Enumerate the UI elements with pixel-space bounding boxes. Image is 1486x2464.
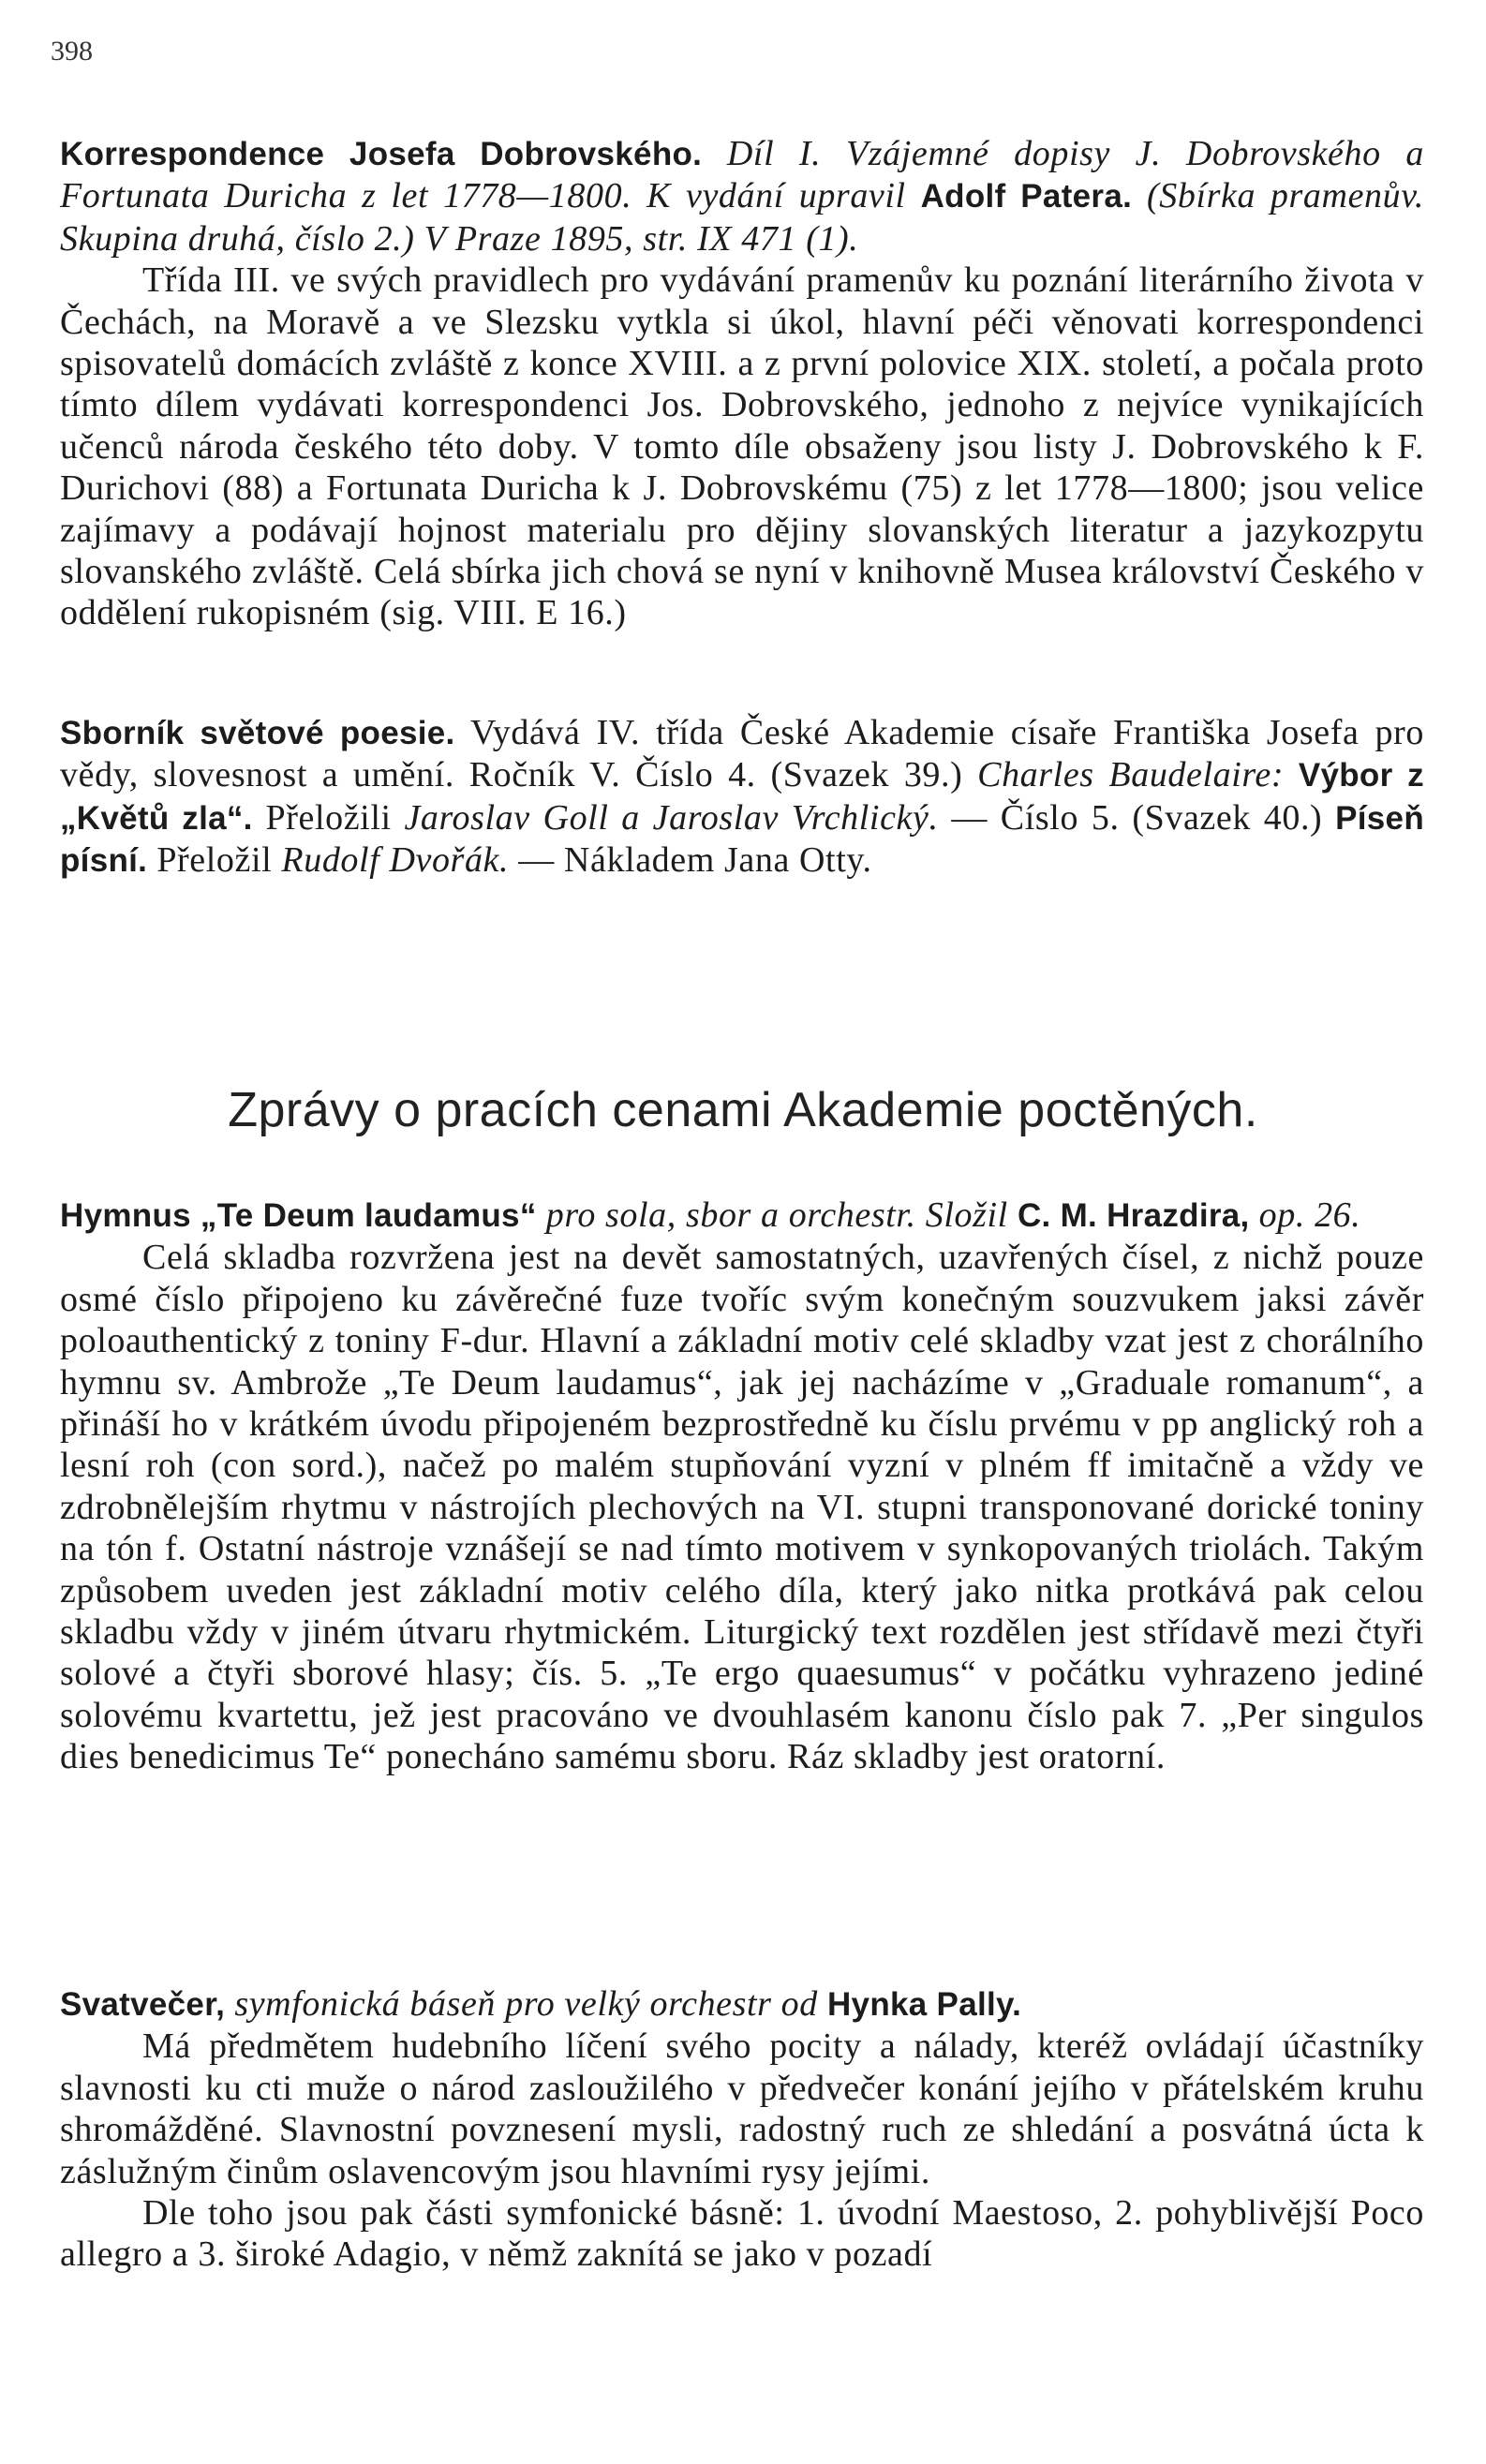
- entry-title: Sborník světové poesie.: [60, 715, 455, 751]
- entry-title: Svatvečer,: [60, 1986, 226, 2023]
- entry-detail: symfonická báseň pro velký orchestr od: [234, 1984, 818, 2024]
- entry-dobrovsky: [60, 133, 1424, 634]
- entry-detail: pro sola, sbor a orchestr. Složil: [545, 1195, 1008, 1235]
- entry-heading: [60, 1195, 1424, 1237]
- entry-detail: Díl I. Vzájemné dopisy J. Dobrovského a Fortunata Duricha z let 1778—1800. K vydání upravil: [60, 134, 1424, 216]
- entry-text: — Nákladem Jana Otty.: [518, 840, 872, 881]
- entry-work: Píseň písní.: [60, 799, 1425, 880]
- entry-paragraph: Třída III. ve svých pravidlech pro vydávání pramenův ku poznání literárního života v Čechách, na Moravě a ve Slezsku vytkla si úkol, hlavní péči věnovati korrespondenci spisovatelů domácích zvláště z konce XVIII. a z první polovice XIX. století, a počala proto tímto dílem vydávati korrespondenci Jos. Dobrovského, jednoho z nejvíce vynikajících učenců národa českého této doby. V tomto díle obsaženy jsou listy J. Dobrovského k F. Durichovi (88) a Fortunata Duricha k J. Dobrovskému (75) z let 1778—1800; jsou velice zajímavy a podávají hojnost materialu pro dějiny slovanských literatur a jazykozpytu slovanského zvláště. Celá sbírka jich chová se nyní v knihovně Musea království Českého v oddělení rukopisném (sig. VIII. E 16.): [60, 260, 1424, 633]
- entry-composer: Hynka Pally.: [826, 1986, 1022, 2023]
- entry-heading: [60, 1983, 1424, 2026]
- entry-sbornik: [60, 712, 1424, 883]
- entry-opus: op. 26.: [1258, 1195, 1361, 1235]
- entry-paragraph: Dle toho jsou pak části symfonické básně: 1. úvodní Maestoso, 2. pohyblivější Poco allegro a 3. široké Adagio, v němž zaknítá se jako v pozadí: [60, 2193, 1424, 2275]
- entry-heading: [60, 133, 1424, 260]
- section-title: Zprávy o pracích cenami Akademie poctěných.: [228, 1083, 1258, 1137]
- entry-paragraph: Celá skladba rozvržena jest na devět samostatných, uzavřených čísel, z nichž pouze osmé číslo připojeno ku závěrečné fuze tvoříc svým konečným souzvukem jaksi závěr poloauthentický z toniny F-dur. Hlavní a základní motiv celé skladby vzat jest z chorálního hymnu sv. Ambrože „Te Deum laudamus“, jak jej nacházíme v „Graduale romanum“, a přináší ho v krátkém úvodu připojeném bezprostředně ku číslu prvému v pp anglický roh a lesní roh (con sord.), načež po malém stupňování vyzní v plném ff imitačně a vždy ve zdrobnělejším rhytmu v nástrojích plechových na VI. stupni transponované dorické toniny na tón f. Ostatní nástroje vznášejí se nad tímto motivem v synkopovaných triolách. Takým způsobem uveden jest základní motiv celého díla, který jako nitka protkává pak celou skladbu vždy v jiném útvaru rhytmickém. Liturgický text rozdělen jest střídavě mezi čtyři solové a čtyři sborové hlasy; čís. 5. „Te ergo quaesumus“ v počátku vyhrazeno jediné solovému kvartettu, jež jest pracováno ve dvouhlasém kanonu číslo pak 7. „Per singulos dies benedicimus Te“ ponecháno samému sboru. Ráz skladby jest oratorní.: [60, 1238, 1424, 1777]
- entry-text: — Číslo 5. (Svazek 40.): [951, 797, 1323, 838]
- entry-heading: [60, 712, 1424, 883]
- entry-text: Přeložil: [156, 840, 273, 881]
- entry-paragraph: Má předmětem hudebního líčení svého pocity a nálady, kteréž ovládají účastníky slavnosti ku cti muže o národ zasloužilého v předvečer konání jejího v přátelském kruhu shromážděné. Slavnostní povznesení mysli, radostný ruch ze shledání a posvátná úcta k záslužným činům oslavencovým jsou hlavními rysy jejími.: [60, 2026, 1424, 2191]
- entry-te-deum: [60, 1195, 1424, 1778]
- page-number: 398: [51, 36, 93, 67]
- entry-text: Vydává IV. třída České Akademie císaře Františka Josefa pro vědy, slovesnost a umění. Ročník V. Číslo 4. (Svazek 39.): [60, 713, 1424, 795]
- entry-translator: Rudolf Dvořák.: [281, 840, 510, 881]
- entry-title: Korrespondence Josefa Dobrovského.: [60, 136, 703, 172]
- entry-editor: Adolf Patera.: [920, 178, 1133, 215]
- entry-author: Charles Baudelaire:: [977, 755, 1285, 795]
- entry-svatvecer: [60, 1983, 1424, 2276]
- entry-composer: C. M. Hrazdira,: [1017, 1197, 1250, 1234]
- entry-detail-series: (Sbírka pramenův. Skupina druhá, číslo 2.) V Praze 1895, str. IX 471 (1).: [60, 176, 1424, 259]
- entry-translators: Jaroslav Goll a Jaroslav Vrchlický.: [404, 797, 939, 838]
- entry-work: Výbor z „Květů zla“.: [60, 757, 1424, 837]
- entry-text: Přeložili: [265, 797, 392, 838]
- entry-title: Hymnus „Te Deum laudamus“: [60, 1197, 537, 1234]
